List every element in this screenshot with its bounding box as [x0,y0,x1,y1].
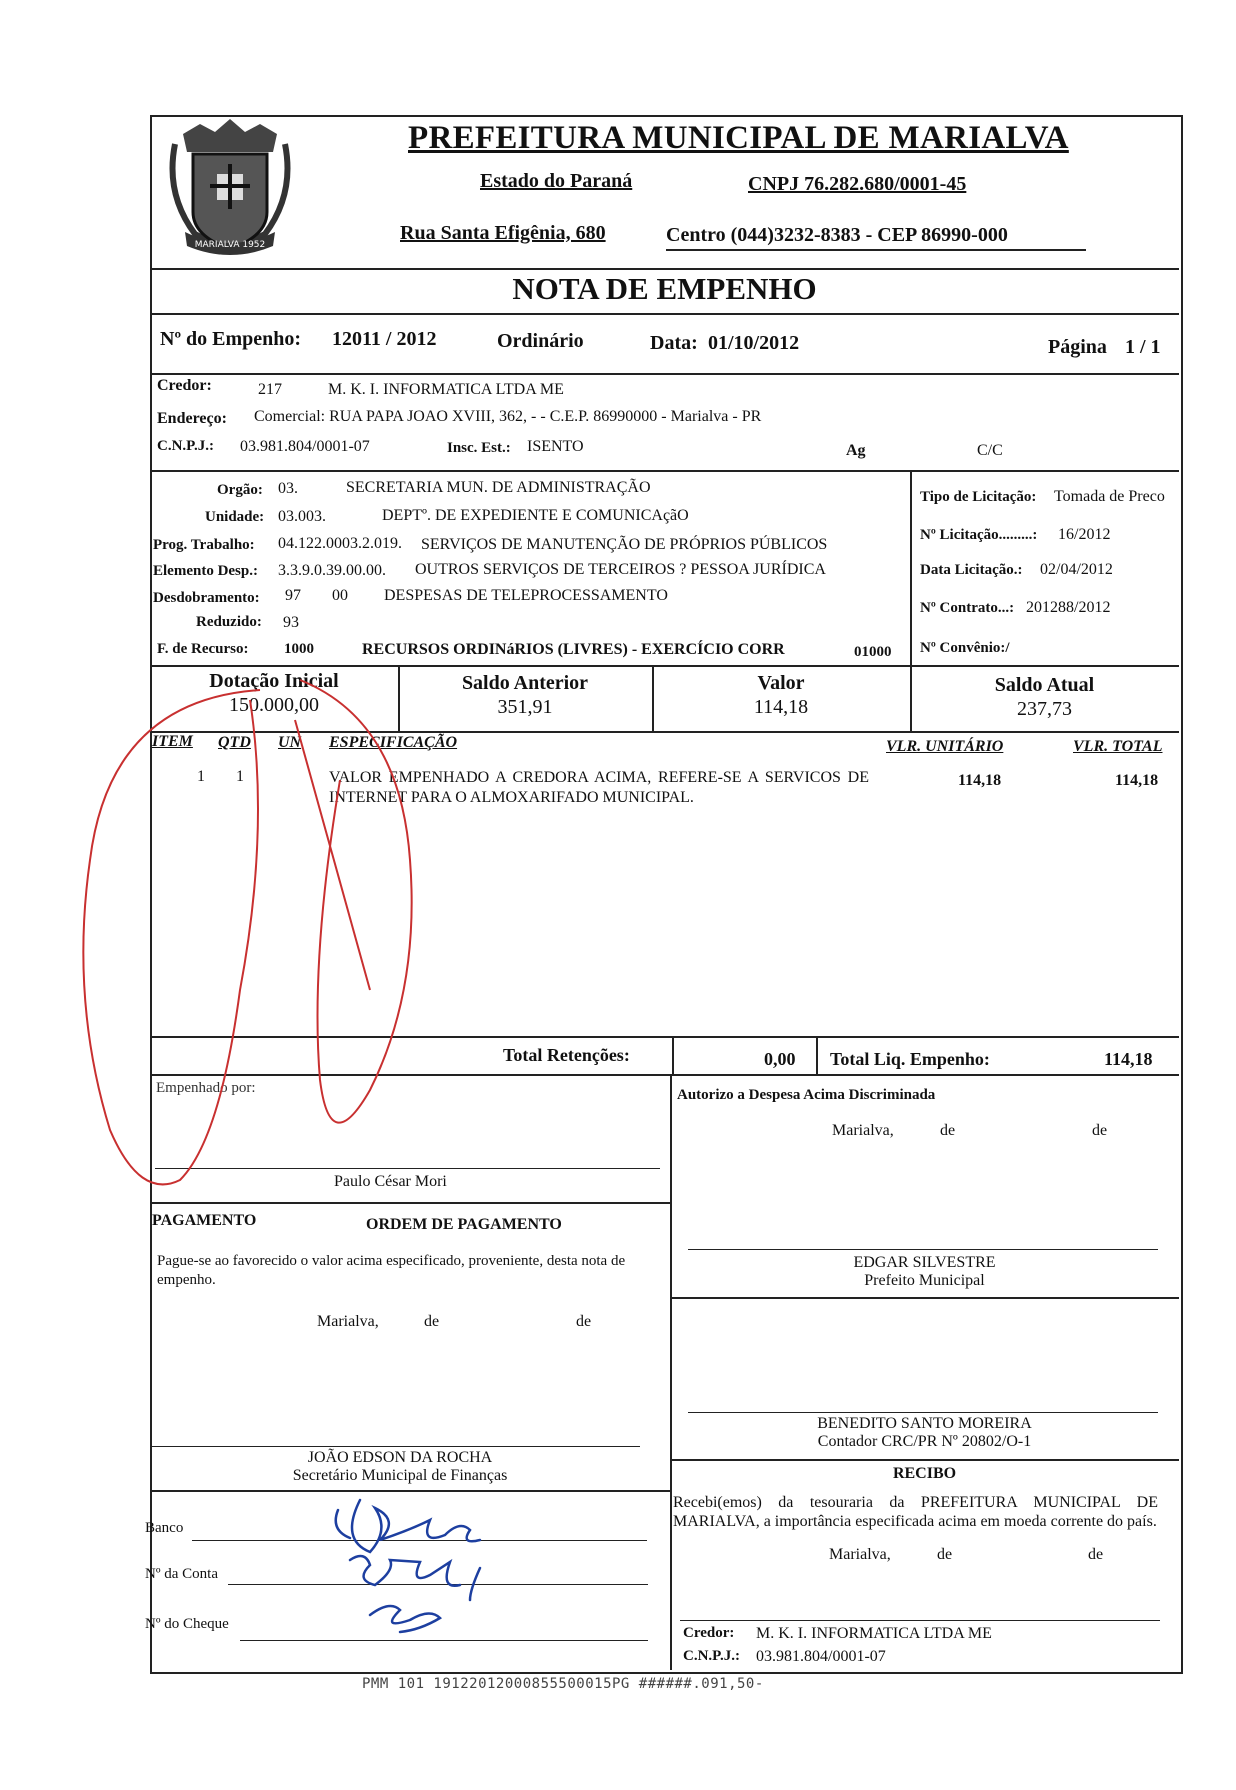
recurso-label: F. de Recurso: [157,641,249,657]
secretario-role: Secretário Municipal de Finanças [292,1467,508,1484]
desdobramento-name: DESPESAS DE TELEPROCESSAMENTO [384,587,668,604]
red-pen-mark-icon [70,660,450,1220]
saldo-anterior-label: Saldo Anterior [461,672,589,694]
unidade-label: Unidade: [205,509,265,525]
cnpj-header: CNPJ 76.282.680/0001-45 [748,173,967,195]
recibo-text: Recebi(emos) da tesouraria da PREFEITURA MUNICIPAL DE MARIALVA, a importância especificada acima em moeda corrente do país. [673,1494,1158,1530]
recibo-cnpj-label: C.N.P.J.: [683,1648,740,1664]
elemento-label: Elemento Desp.: [153,563,258,579]
recibo-credor: M. K. I. INFORMATICA LTDA ME [756,1625,992,1642]
licitacao-number: 16/2012 [1058,526,1111,543]
saldo-atual-label: Saldo Atual [994,674,1095,696]
pagamento-text: Pague-se ao favorecido o valor acima especificado, proveniente, desta nota de empenho. [157,1253,626,1288]
autorizo-label: Autorizo a Despesa Acima Discriminada [677,1087,936,1103]
prog-trabalho-label: Prog. Trabalho: [153,537,255,553]
orgao-code: 03. [278,480,298,497]
tipo-licitacao: Tomada de Preco [1054,488,1165,505]
footer-code: PMM 101 19122012000855500015PG ######.091,50- [362,1676,764,1692]
recurso-num: 01000 [854,644,892,660]
reduzido: 93 [283,614,299,631]
empenhado-name: Paulo César Mori [334,1173,447,1190]
data-licitacao: 02/04/2012 [1040,561,1113,578]
liquido-label: Total Liq. Empenho: [830,1049,990,1069]
recibo-place: Marialva, [829,1546,891,1563]
handwritten-signature-icon [320,1490,550,1640]
contador-name: BENEDITO SANTO MOREIRA [817,1415,1032,1432]
pagamento-de-2: de [576,1313,592,1330]
recibo-label: RECIBO [892,1465,957,1482]
recurso-code: 1000 [284,641,314,657]
cheque-label: Nº do Cheque [145,1616,229,1632]
convenio-label: Nº Convênio:/ [920,640,1010,656]
insc-est: ISENTO [527,438,584,455]
orgao-label: Orgão: [217,482,263,498]
row-item: 1 [197,768,205,785]
empenho-type: Ordinário [497,330,584,352]
elemento-name: OUTROS SERVIÇOS DE TERCEIROS ? PESSOA JURÍDICA [415,561,826,578]
conta-label: Nº da Conta [145,1566,218,1582]
credor-code: 217 [258,381,282,398]
coat-of-arms-text: MARIALVA 1952 [194,240,266,250]
state-label: Estado do Paraná [480,170,633,192]
autorizo-de-2: de [1092,1122,1108,1139]
cnpj-label: C.N.P.J.: [157,438,214,454]
page-number: 1 / 1 [1125,336,1161,358]
liquido-value: 114,18 [1104,1049,1153,1069]
saldo-atual-value: 237,73 [1017,698,1072,720]
col-header-un: UN [278,734,302,751]
banco-label: Banco [145,1520,184,1536]
desdobramento-code: 97 [285,587,301,604]
doc-title: NOTA DE EMPENHO [512,271,817,306]
licitacao-number-label: Nº Licitação.........: [920,527,1038,543]
recurso-name: RECURSOS ORDINáRIOS (LIVRES) - EXERCÍCIO CORR [362,641,785,658]
unidade-code: 03.003. [278,508,326,525]
valor-value: 114,18 [753,696,809,718]
empenho-number: 12011 / 2012 [332,328,437,350]
coat-of-arms-icon [155,104,305,264]
autorizo-place: Marialva, [832,1122,894,1139]
recibo-cnpj: 03.981.804/0001-07 [756,1648,886,1665]
row-total-value: 114,18 [1115,772,1159,789]
credor-address: Comercial: RUA PAPA JOAO XVIII, 362, - - C.E.P. 86990000 - Marialva - PR [254,408,762,425]
empenho-number-label: Nº do Empenho: [160,328,302,350]
page-label: Página [1048,336,1107,358]
recibo-de-2: de [1088,1546,1104,1563]
pagamento-place: Marialva, [317,1313,379,1330]
row-qtd: 1 [236,768,244,785]
endereco-label: Endereço: [157,410,227,427]
cc-label: C/C [977,442,1003,459]
dotacao-label: Dotação Inicial [209,670,339,692]
valor-label: Valor [757,672,805,694]
prog-trabalho-name: SERVIÇOS DE MANUTENÇÃO DE PRÓPRIOS PÚBLICOS [421,536,828,553]
address-label: Rua Santa Efigênia, 680 [400,222,606,244]
recibo-credor-label: Credor: [683,1625,735,1641]
data-licitacao-label: Data Licitação.: [920,562,1023,578]
pagamento-de-1: de [424,1313,440,1330]
empenhado-label: Empenhado por: [156,1080,256,1096]
page-title: PREFEITURA MUNICIPAL DE MARIALVA [408,120,1069,156]
credor-cnpj: 03.981.804/0001-07 [240,438,370,455]
retencoes-value: 0,00 [764,1049,796,1069]
unidade-name: DEPTº. DE EXPEDIENTE E COMUNICAçãO [382,507,689,524]
secretario-name: JOÃO EDSON DA ROCHA [307,1449,493,1466]
autorizo-de-1: de [940,1122,956,1139]
contador-role: Contador CRC/PR Nº 20802/O-1 [817,1433,1032,1450]
contrato-label: Nº Contrato...: [920,600,1015,616]
row-description: VALOR EMPENHADO A CREDORA ACIMA, REFERE-SE A SERVICOS DE INTERNET PARA O ALMOXARIFADO MUNICIPAL. [329,769,869,806]
ordem-pagamento-label: ORDEM DE PAGAMENTO [366,1216,562,1233]
col-header-espec: ESPECIFICAÇÃO [329,734,458,751]
dotacao-value: 150.000,00 [229,694,319,716]
col-header-qtd: QTD [218,734,251,751]
contrato: 201288/2012 [1026,599,1111,616]
col-header-total: VLR. TOTAL [1073,738,1163,755]
elemento-code: 3.3.9.0.39.00.00. [278,562,386,579]
row-unit-value: 114,18 [958,772,1002,789]
col-header-unit: VLR. UNITÁRIO [886,738,1004,755]
pagamento-label: PAGAMENTO [152,1212,257,1229]
desdobramento-sub: 00 [332,587,348,604]
col-header-item: ITEM [152,733,193,750]
date-label: Data: [650,332,698,354]
credor-name: M. K. I. INFORMATICA LTDA ME [328,381,564,398]
prefeito-role: Prefeito Municipal [864,1272,985,1289]
saldo-anterior-value: 351,91 [497,696,553,718]
desdobramento-label: Desdobramento: [153,590,260,606]
orgao-name: SECRETARIA MUN. DE ADMINISTRAÇÃO [346,479,651,496]
insc-est-label: Insc. Est.: [447,440,511,456]
empenho-date: 01/10/2012 [708,332,800,354]
prog-trabalho-code: 04.122.0003.2.019. [278,535,402,552]
prefeito-name: EDGAR SILVESTRE [853,1254,996,1271]
recibo-de-1: de [937,1546,953,1563]
tipo-licitacao-label: Tipo de Licitação: [920,489,1037,505]
ag-label: Ag [846,442,866,459]
credor-label: Credor: [157,377,212,394]
district-phone-cep: Centro (044)3232-8383 - CEP 86990-000 [666,224,1008,246]
retencoes-label: Total Retenções: [503,1045,630,1065]
reduzido-label: Reduzido: [196,614,262,630]
